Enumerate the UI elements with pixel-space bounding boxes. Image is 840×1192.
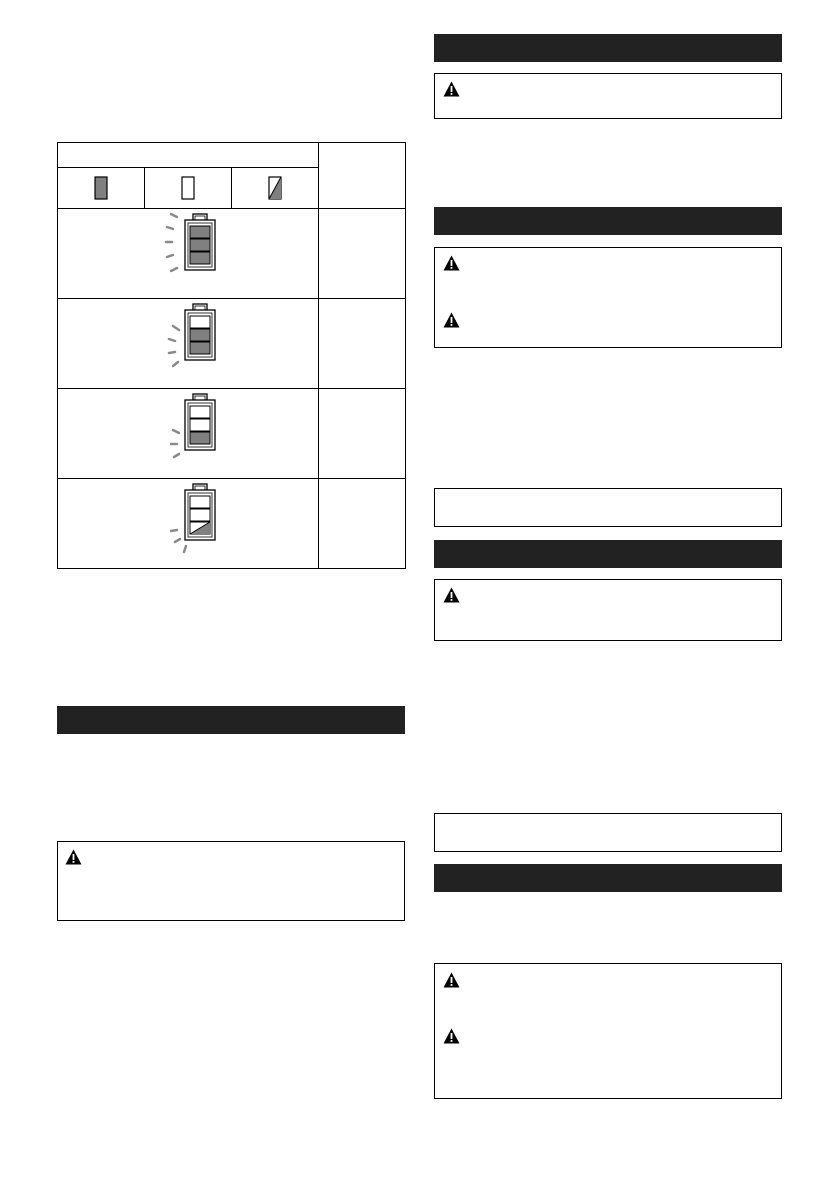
- section-header-bar: [434, 207, 782, 235]
- warning-icon: [443, 1028, 460, 1044]
- warning-icon: [443, 81, 460, 97]
- section-header-bar: [57, 706, 405, 734]
- section-header-bar: [434, 540, 782, 568]
- legend-off-cell: [145, 168, 232, 209]
- capacity-cell-3: [319, 389, 406, 479]
- warning-icon: [65, 849, 82, 865]
- section-header-bar: [434, 34, 782, 62]
- battery-row-1-lit: [58, 389, 319, 479]
- battery-level-table: [57, 142, 406, 569]
- battery-1-lit-icon: [58, 389, 316, 473]
- warning-icon: [443, 587, 460, 603]
- warning-box: [434, 579, 782, 641]
- legend-blinking-cell: [232, 168, 319, 209]
- legend-blinking-indicator-icon: [268, 176, 282, 200]
- legend-off-indicator-icon: [181, 176, 195, 200]
- capacity-cell-4: [319, 479, 406, 569]
- battery-2-lit-icon: [58, 299, 316, 383]
- note-box: [434, 813, 782, 852]
- legend-lit-indicator-icon: [94, 176, 108, 200]
- battery-3-lit-icon: [58, 209, 316, 293]
- warning-icon: [443, 255, 460, 271]
- capacity-cell-1: [319, 209, 406, 299]
- section-header-bar: [434, 864, 782, 892]
- warning-box: [434, 247, 782, 348]
- warning-icon: [443, 972, 460, 988]
- warning-icon: [443, 312, 460, 328]
- note-box: [434, 488, 782, 527]
- battery-row-3-lit: [58, 209, 319, 299]
- legend-lit-cell: [58, 168, 145, 209]
- table-header-remaining-capacity: [319, 143, 406, 209]
- capacity-cell-2: [319, 299, 406, 389]
- battery-1-blinking-icon: [58, 479, 316, 563]
- battery-row-blinking: [58, 479, 319, 569]
- table-header-indicator-lamps: [58, 143, 319, 168]
- warning-box: [434, 73, 782, 119]
- warning-box: [434, 963, 782, 1099]
- battery-row-2-lit: [58, 299, 319, 389]
- warning-box: [57, 841, 405, 921]
